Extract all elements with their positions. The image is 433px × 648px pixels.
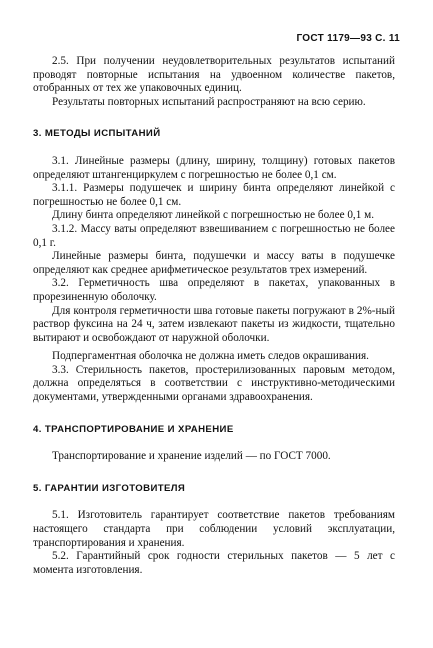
paragraph-3-2: 3.2. Герметичность шва определяют в пакетах, упакованных в прорезиненную оболочку. bbox=[33, 277, 395, 303]
paragraph-2-5: 2.5. При получении неудовлетворительных результатов испытаний проводят повторные испытания на удвоенном количестве пакетов, отобранных от тех же упаковочных единиц. bbox=[33, 55, 395, 95]
paragraph-3-1-2-sizes: Линейные размеры бинта, подушечки и массу ваты в подушечке определяют как среднее арифметическое результатов трех измерений. bbox=[33, 250, 395, 276]
paragraph-3-1-1-length: Длину бинта определяют линейкой с погрешностью не более 0,1 м. bbox=[52, 209, 374, 222]
paragraph-3-2-control: Для контроля герметичности шва готовые пакеты погружают в 2%-ный раствор фуксина на 24 ч, затем извлекают пакеты из жидкости, тщательно вытирают и освобождают от наружной оболочки. bbox=[33, 304, 395, 344]
paragraph-4: Транспортирование и хранение изделий — по ГОСТ 7000. bbox=[52, 450, 331, 463]
paragraph-3-1: 3.1. Линейные размеры (длину, ширину, толщину) готовых пакетов определяют штангенциркулем с погрешностью не более 0,1 см. bbox=[33, 154, 395, 181]
section-heading-4: 4. ТРАНСПОРТИРОВАНИЕ И ХРАНЕНИЕ bbox=[33, 423, 234, 435]
paragraph-3-2-shell: Подпергаментная оболочка не должна иметь следов окрашивания. bbox=[52, 350, 369, 363]
paragraph-3-3: 3.3. Стерильность пакетов, простерилизованных паровым методом, должна определяться в соответствии с инструктивно-методическими документами, утвержденными органами здравоохранения. bbox=[33, 363, 395, 404]
paragraph-3-1-1: 3.1.1. Размеры подушечек и ширину бинта определяют линейкой с погрешностью не более 0,1 см. bbox=[33, 182, 395, 208]
paragraph-5-2: 5.2. Гарантийный срок годности стерильных пакетов — 5 лет с момента изготовления. bbox=[33, 550, 395, 576]
paragraph-5-1: 5.1. Изготовитель гарантирует соответствие пакетов требованиям настоящего стандарта при соблюдении условий эксплуатации, транспортирования и хранения. bbox=[33, 509, 395, 549]
section-heading-3: 3. МЕТОДЫ ИСПЫТАНИЙ bbox=[33, 128, 161, 140]
document-body bbox=[33, 55, 395, 577]
section-heading-5: 5. ГАРАНТИИ ИЗГОТОВИТЕЛЯ bbox=[33, 482, 186, 494]
paragraph-2-5-results: Результаты повторных испытаний распространяют на всю серию. bbox=[52, 95, 366, 108]
paragraph-3-1-2: 3.1.2. Массу ваты определяют взвешиванием с погрешностью не более 0,1 г. bbox=[33, 222, 395, 249]
running-head: ГОСТ 1179—93 С. 11 bbox=[296, 33, 400, 44]
